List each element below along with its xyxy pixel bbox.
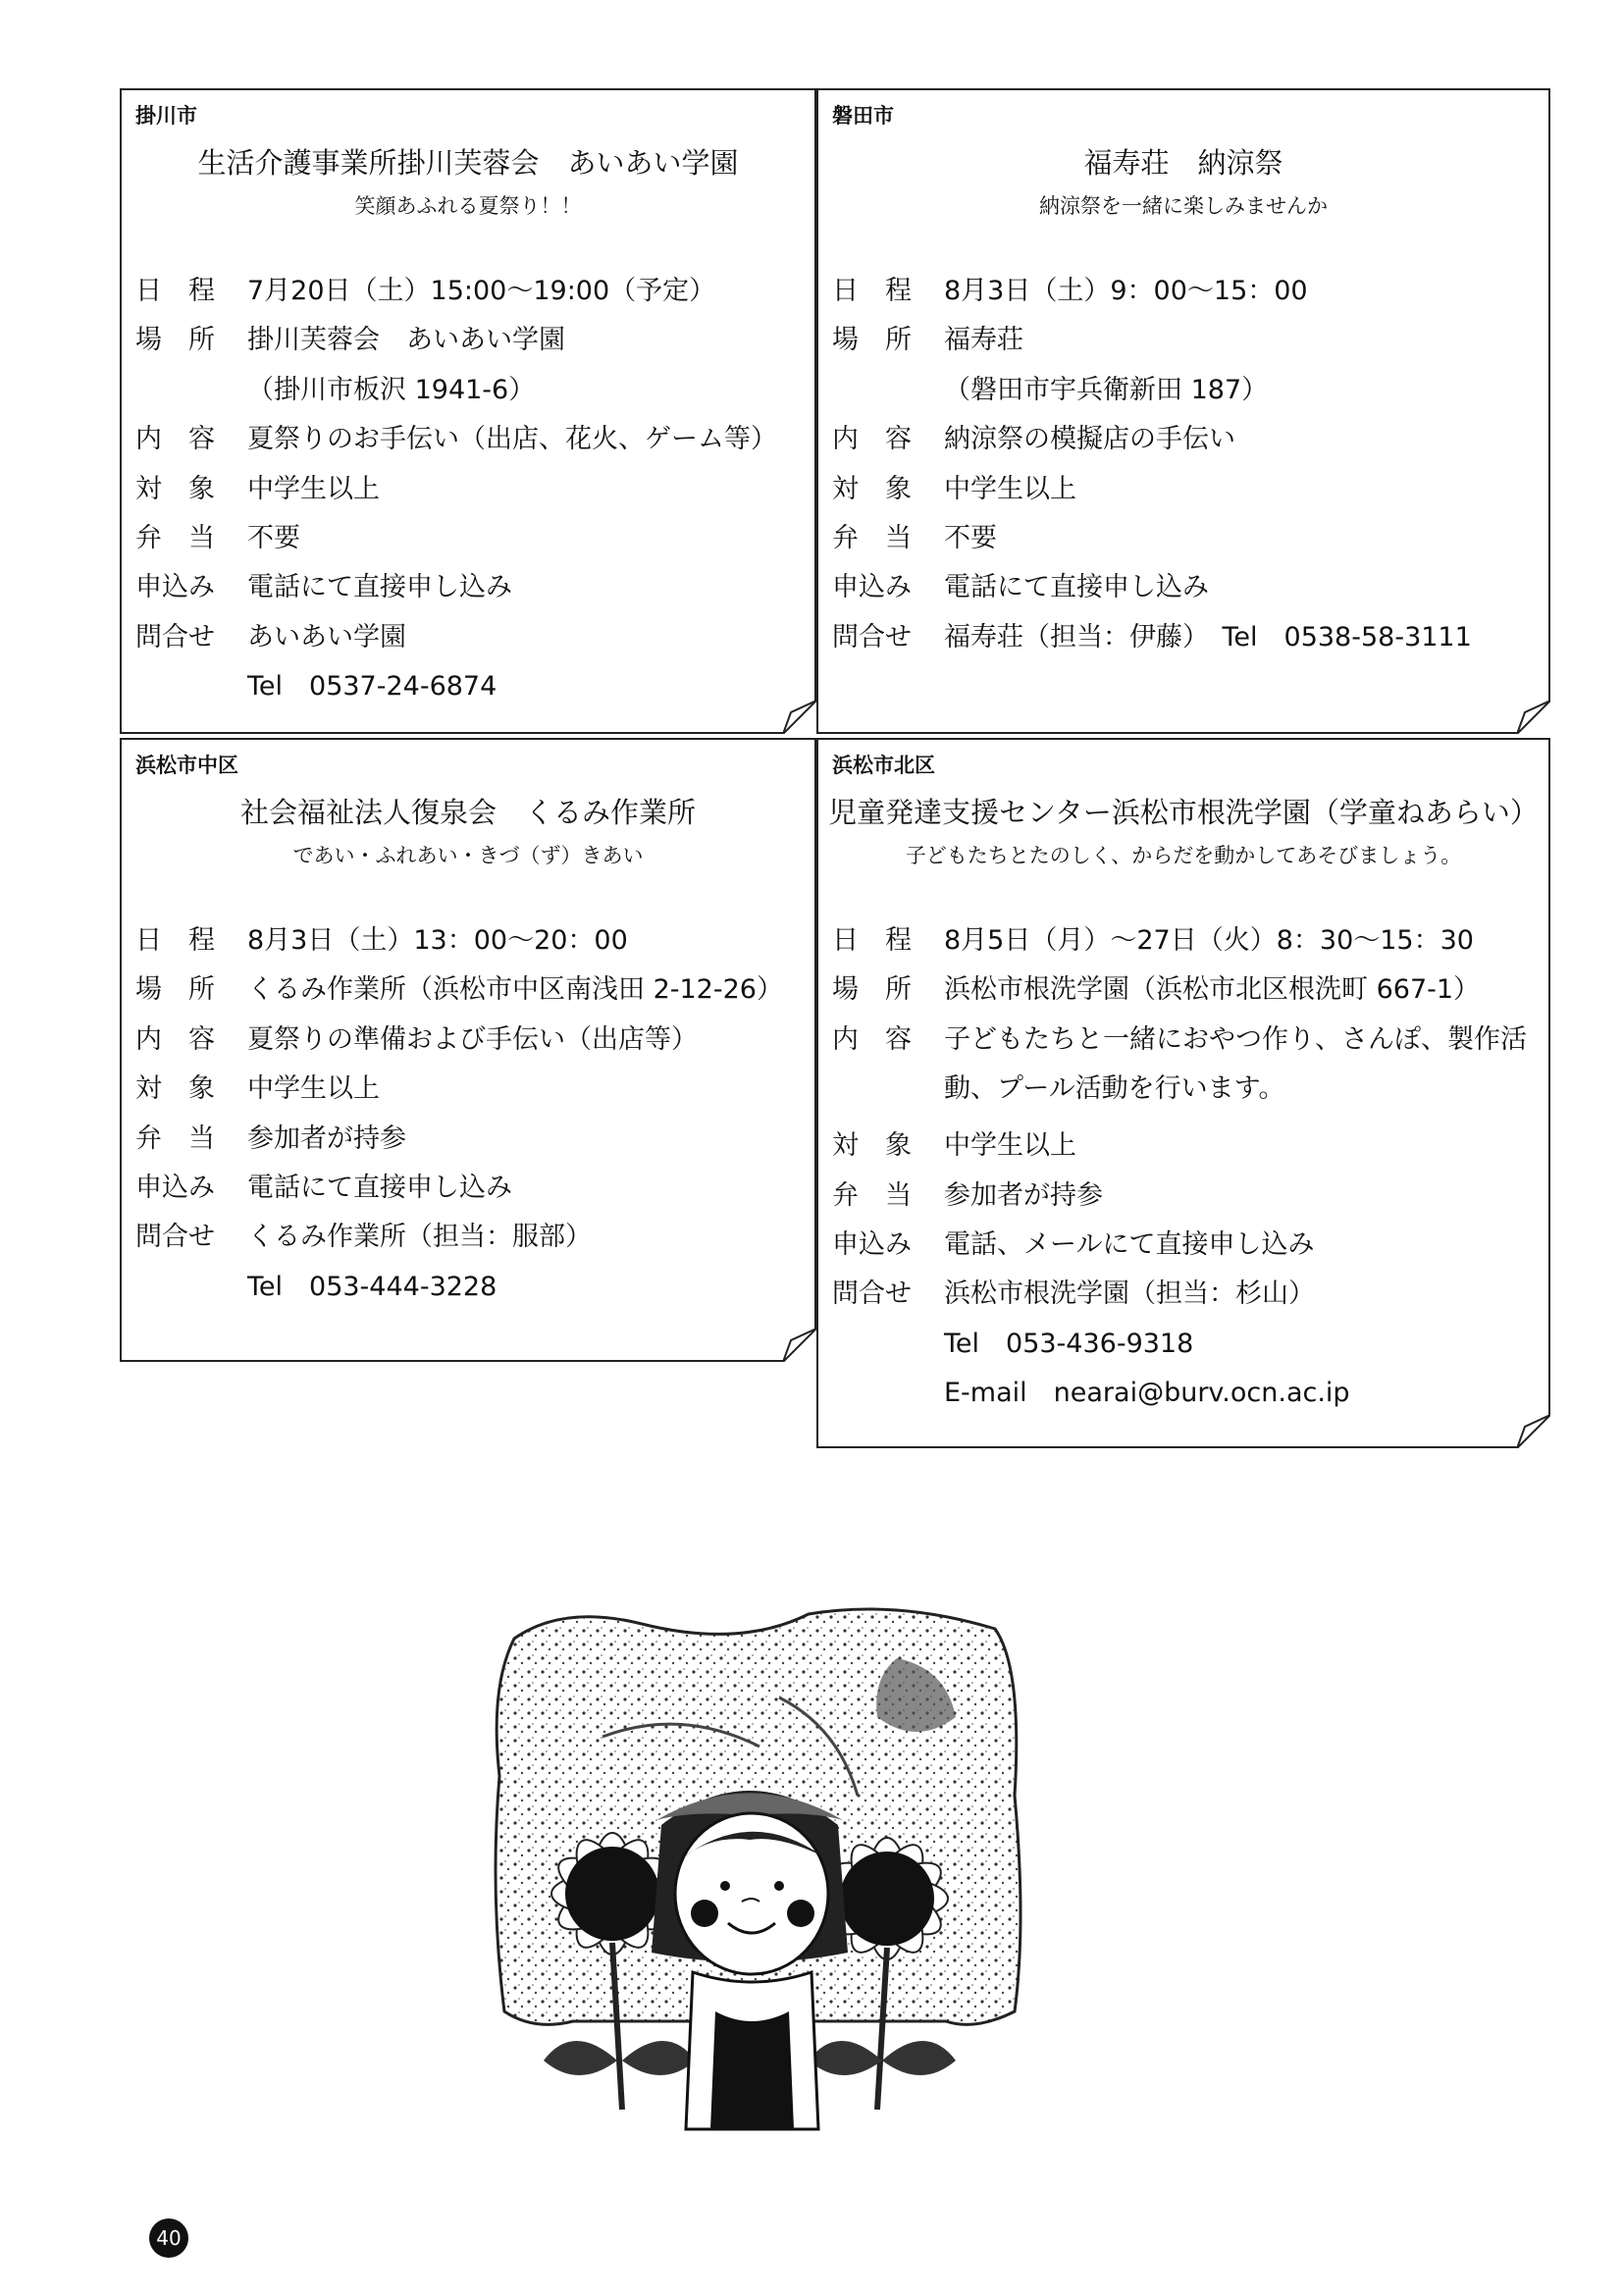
card-rows xyxy=(832,275,1539,670)
info-label: 弁 当 xyxy=(135,522,215,553)
info-value: 夏祭りの準備および手伝い（出店等） xyxy=(247,1023,698,1055)
info-label: 内 容 xyxy=(135,1023,215,1055)
info-row xyxy=(135,1122,805,1172)
event-card-hamamatsu-naka xyxy=(120,738,816,1362)
info-label: 日 程 xyxy=(135,925,215,956)
card-subtitle: 笑顔あふれる夏祭り！！ xyxy=(354,194,582,218)
info-row xyxy=(832,924,1539,973)
info-value: 中学生以上 xyxy=(247,473,380,504)
page-curl-icon xyxy=(783,701,816,734)
info-value: 電話、メールにて直接申し込み xyxy=(944,1228,1315,1260)
info-value: 納涼祭の模擬店の手伝い xyxy=(944,424,1235,455)
info-value: 中学生以上 xyxy=(944,473,1076,504)
info-row xyxy=(832,1278,1539,1327)
info-value: 電話にて直接申し込み xyxy=(944,572,1209,603)
info-value: 電話にて直接申し込み xyxy=(247,1172,512,1203)
info-label: 内 容 xyxy=(135,424,215,455)
info-row xyxy=(832,1129,1539,1178)
info-value: 8月3日（土）13：00～20：00 xyxy=(247,925,628,956)
info-label: 対 象 xyxy=(135,1073,215,1105)
card-title: 生活介護事業所掛川芙蓉会 あいあい学園 xyxy=(197,146,739,180)
info-value: Tel 053-436-9318 xyxy=(944,1328,1194,1359)
info-value: 浜松市根洗学園（担当：杉山） xyxy=(944,1278,1315,1310)
info-label: 場 所 xyxy=(135,325,215,356)
info-label: 弁 当 xyxy=(832,1179,912,1211)
info-value: E-mail nearai@burv.ocn.ac.ip xyxy=(944,1378,1350,1409)
girl-sunflower-illustration xyxy=(485,1599,1034,2159)
info-label: 対 象 xyxy=(832,1130,912,1162)
info-label: 申込み xyxy=(832,572,912,603)
info-value: 参加者が持参 xyxy=(247,1122,406,1154)
info-row xyxy=(832,374,1539,423)
info-value: 参加者が持参 xyxy=(944,1179,1103,1211)
info-value: 電話にて直接申し込み xyxy=(247,572,512,603)
info-value: くるみ作業所（担当：服部） xyxy=(247,1222,592,1253)
info-row xyxy=(832,1228,1539,1278)
info-value: 中学生以上 xyxy=(944,1130,1076,1162)
info-label: 問合せ xyxy=(135,1222,215,1253)
info-label: 日 程 xyxy=(832,276,912,306)
info-label: 内 容 xyxy=(832,424,912,455)
card-title: 福寿荘 納涼祭 xyxy=(1083,146,1283,180)
info-row xyxy=(832,621,1539,670)
info-value: 8月5日（月）～27日（火）8：30～15：30 xyxy=(944,925,1474,956)
info-value: 福寿荘 xyxy=(944,325,1023,356)
info-value: 福寿荘（担当：伊藤） Tel 0538-58-3111 xyxy=(944,621,1472,652)
card-rows xyxy=(135,924,805,1320)
info-row xyxy=(135,374,805,423)
info-value: 子どもたちと一緒におやつ作り、さんぽ、製作活動、プール活動を行います。 xyxy=(944,1023,1527,1104)
event-card-kakegawa xyxy=(120,88,816,734)
info-value: Tel 0537-24-6874 xyxy=(247,671,497,703)
info-label: 日 程 xyxy=(135,276,215,306)
info-row xyxy=(832,1023,1539,1129)
card-area: 浜松市北区 xyxy=(832,754,935,777)
event-card-hamamatsu-kita xyxy=(816,738,1550,1448)
info-row xyxy=(135,1271,805,1320)
info-label: 申込み xyxy=(832,1228,912,1260)
info-label: 場 所 xyxy=(135,974,215,1006)
info-label: 内 容 xyxy=(832,1023,912,1055)
info-value: 不要 xyxy=(247,522,300,553)
info-value: 掛川芙蓉会 あいあい学園 xyxy=(247,325,565,356)
info-row xyxy=(832,473,1539,522)
info-row xyxy=(135,324,805,373)
page-curl-icon xyxy=(1517,1415,1550,1448)
info-value: 浜松市根洗学園（浜松市北区根洗町 667-1） xyxy=(944,974,1481,1006)
card-rows xyxy=(135,275,805,720)
info-value: 夏祭りのお手伝い（出店、花火、ゲーム等） xyxy=(247,424,777,455)
page-curl-icon xyxy=(783,1329,816,1362)
info-row xyxy=(832,423,1539,472)
info-row xyxy=(135,522,805,571)
card-title: 社会福祉法人復泉会 くるみ作業所 xyxy=(239,796,696,829)
info-row xyxy=(832,324,1539,373)
card-subtitle: 納涼祭を一緒に楽しみませんか xyxy=(1039,194,1328,218)
info-row xyxy=(135,1221,805,1270)
card-rows xyxy=(832,924,1539,1427)
card-area: 掛川市 xyxy=(135,104,197,128)
info-row xyxy=(135,423,805,472)
info-row xyxy=(135,973,805,1022)
info-value: くるみ作業所（浜松市中区南浅田 2-12-26） xyxy=(247,974,783,1006)
page-curl-icon xyxy=(1517,701,1550,734)
event-card-iwata xyxy=(816,88,1550,734)
info-value: 7月20日（土）15:00～19:00（予定） xyxy=(247,276,716,306)
info-label: 問合せ xyxy=(832,621,912,652)
info-label: 日 程 xyxy=(832,925,912,956)
info-value: 不要 xyxy=(944,522,997,553)
info-value: （磐田市宇兵衛新田 187） xyxy=(944,374,1269,405)
info-value: Tel 053-444-3228 xyxy=(247,1271,497,1302)
info-value: あいあい学園 xyxy=(247,621,406,652)
info-row xyxy=(135,1072,805,1122)
info-row xyxy=(832,571,1539,620)
info-row xyxy=(135,473,805,522)
info-label: 申込み xyxy=(135,572,215,603)
info-label: 申込み xyxy=(135,1172,215,1203)
info-row xyxy=(135,275,805,324)
info-row xyxy=(832,275,1539,324)
info-label: 場 所 xyxy=(832,325,912,356)
info-row xyxy=(832,1179,1539,1228)
info-label: 対 象 xyxy=(832,473,912,504)
info-value: 中学生以上 xyxy=(247,1073,380,1105)
info-row xyxy=(135,924,805,973)
info-label: 対 象 xyxy=(135,473,215,504)
card-area: 磐田市 xyxy=(832,104,894,128)
info-row xyxy=(135,1023,805,1072)
info-label: 弁 当 xyxy=(135,1122,215,1154)
info-value: （掛川市板沢 1941-6） xyxy=(247,374,536,405)
card-area: 浜松市中区 xyxy=(135,754,238,777)
info-row xyxy=(832,1377,1539,1426)
info-row xyxy=(135,670,805,719)
info-row xyxy=(832,522,1539,571)
info-label: 場 所 xyxy=(832,974,912,1006)
info-label: 問合せ xyxy=(832,1278,912,1310)
card-subtitle: であい・ふれあい・きづ（ず）きあい xyxy=(292,844,644,867)
card-title: 児童発達支援センター浜松市根洗学園（学童ねあらい） xyxy=(828,796,1539,829)
info-row xyxy=(135,1172,805,1221)
info-label: 弁 当 xyxy=(832,522,912,553)
info-row xyxy=(832,1328,1539,1377)
info-label: 問合せ xyxy=(135,621,215,652)
info-row xyxy=(135,621,805,670)
card-subtitle: 子どもたちとたのしく、からだを動かしてあそびましょう。 xyxy=(905,844,1462,867)
info-value: 8月3日（土）9：00～15：00 xyxy=(944,276,1308,306)
info-row xyxy=(135,571,805,620)
page-number: 40 xyxy=(149,2218,188,2258)
